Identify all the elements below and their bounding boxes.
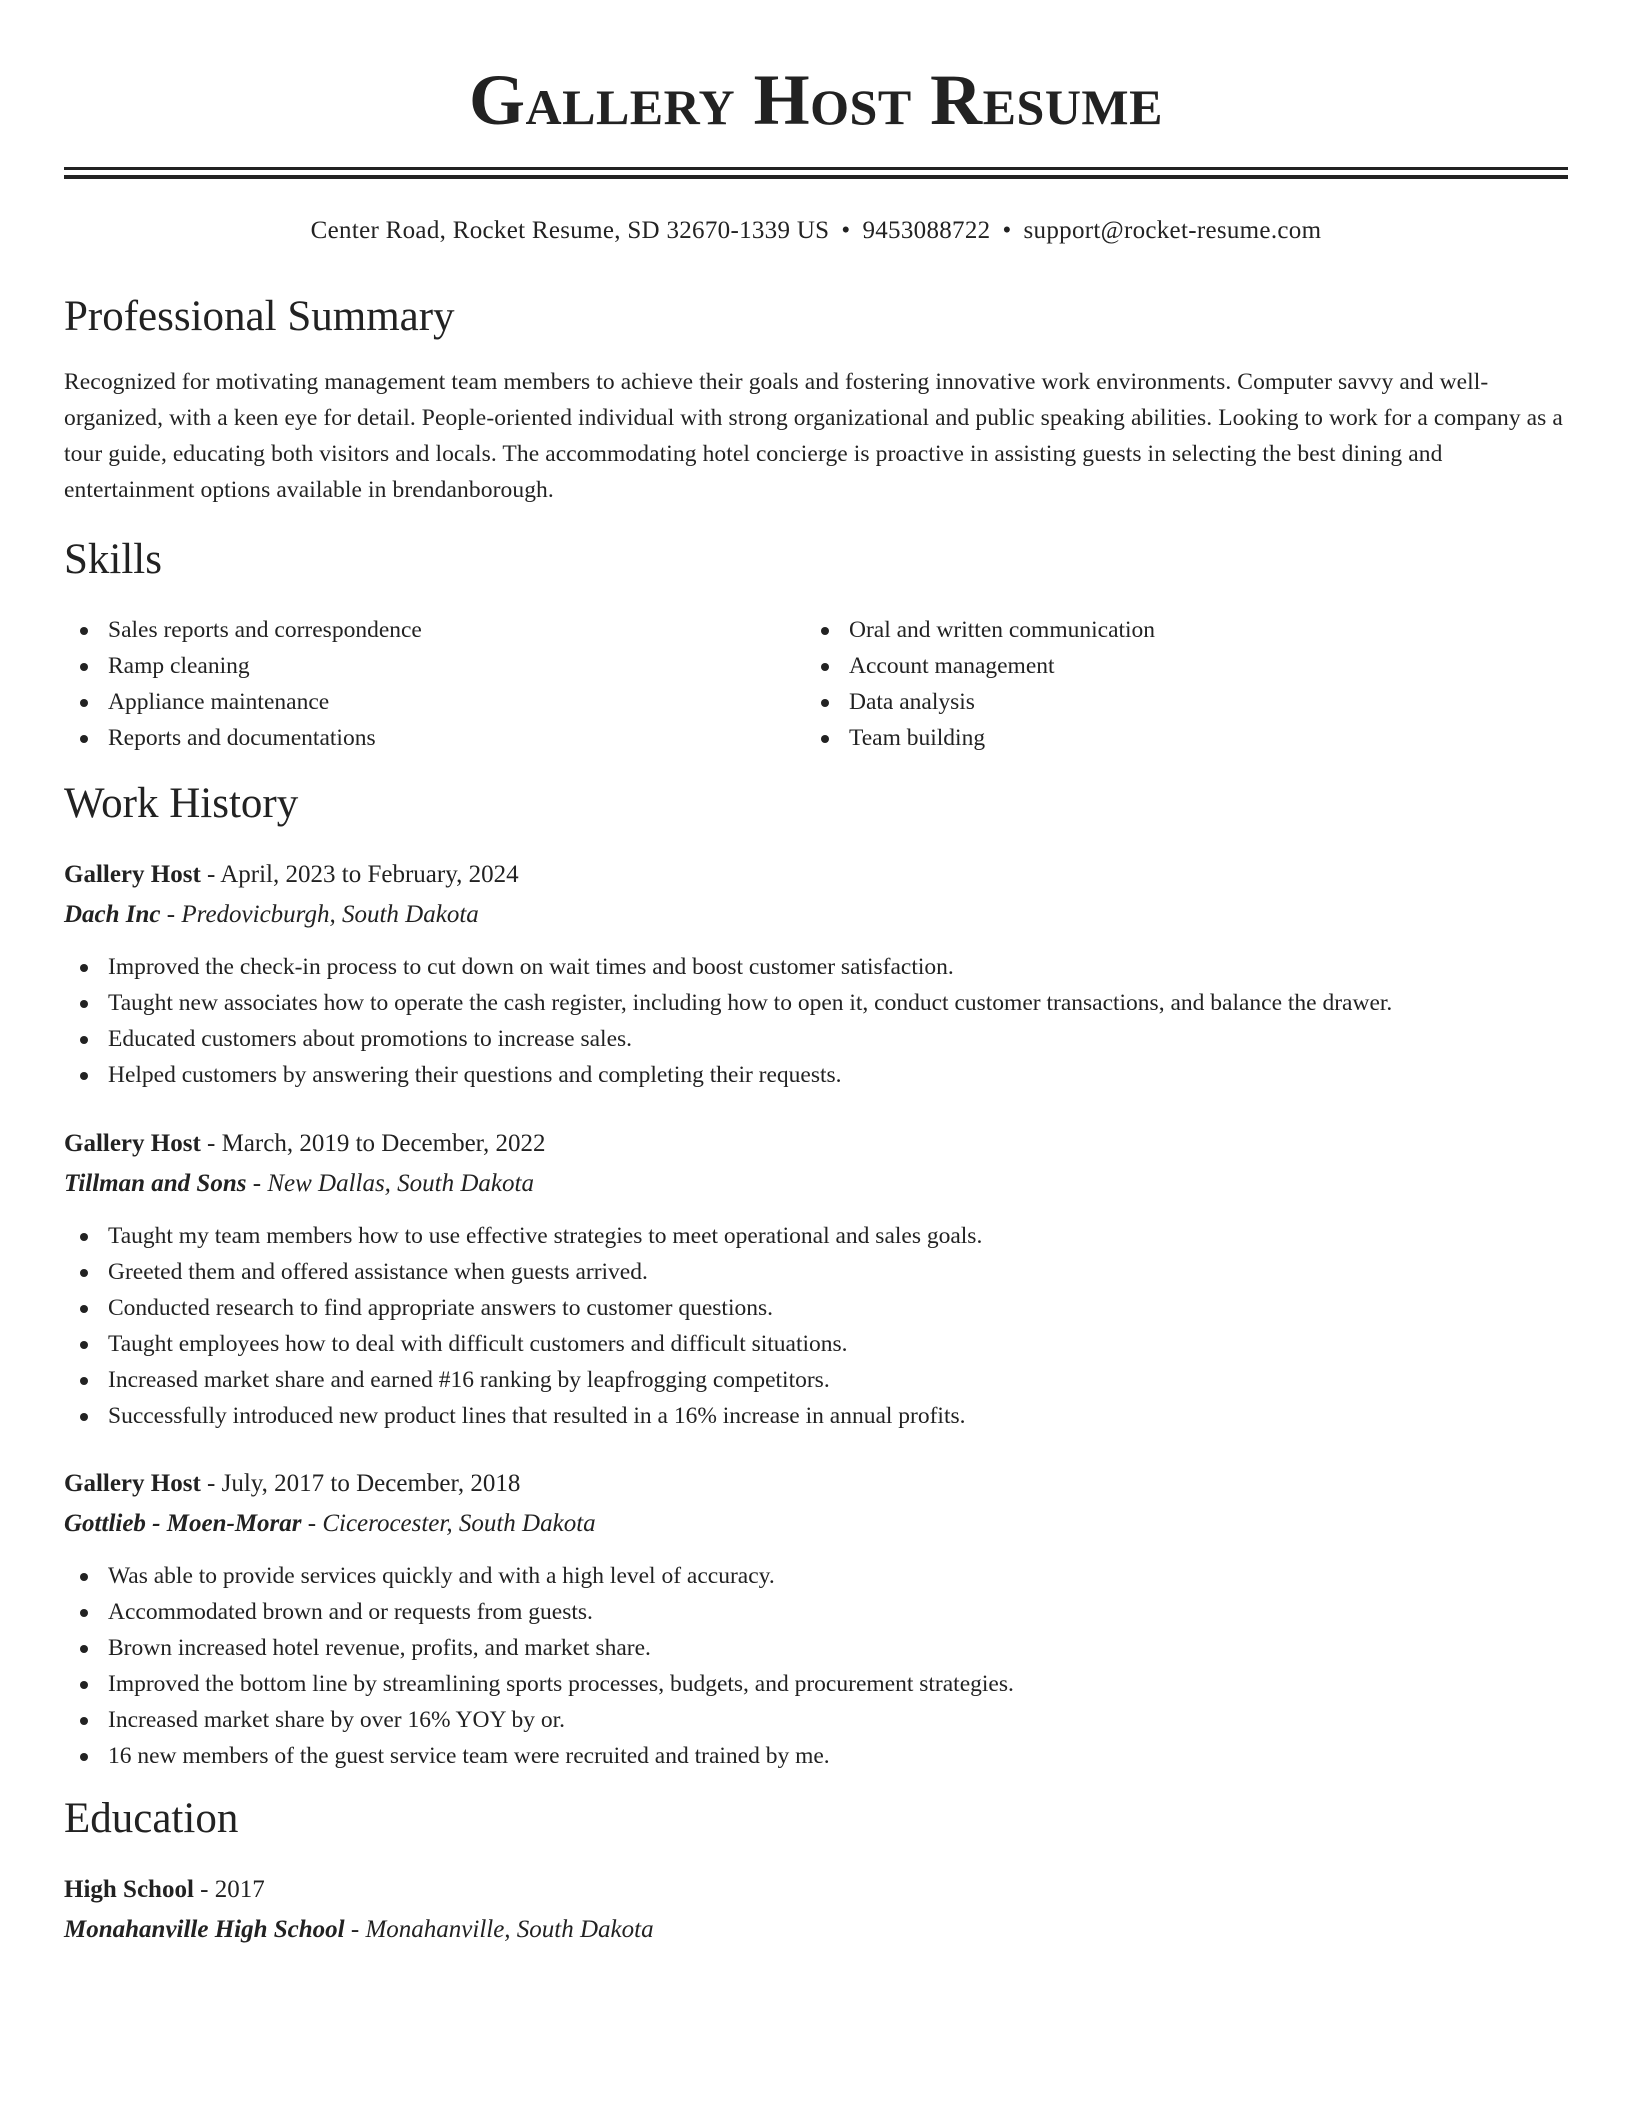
job-title: Gallery Host — [64, 1470, 201, 1497]
job-location: Predovicburgh, South Dakota — [181, 901, 479, 928]
job-bullet: Greeted them and offered assistance when guests arrived. — [64, 1254, 1568, 1290]
job-bullet: Increased market share by over 16% YOY by or. — [64, 1702, 1568, 1738]
resume-page — [64, 0, 1568, 1943]
contact-email: support@rocket-resume.com — [1023, 217, 1322, 244]
job-bullet: Helped customers by answering their questions and completing their requests. — [64, 1057, 1568, 1093]
job-company-line — [64, 1165, 534, 1203]
summary-heading: Professional Summary — [64, 293, 455, 340]
job-bullet: Increased market share and earned #16 ranking by leapfrogging competitors. — [64, 1362, 1568, 1398]
job-location: New Dallas, South Dakota — [267, 1170, 534, 1197]
job-dates: July, 2017 to December, 2018 — [221, 1470, 521, 1497]
job-bullet: Successfully introduced new product lines that resulted in a 16% increase in annual profits. — [64, 1398, 1568, 1434]
job-company-line — [64, 1505, 596, 1543]
dash: - — [200, 861, 221, 888]
dash: - — [200, 1470, 222, 1497]
skill-item: Reports and documentations — [64, 720, 764, 756]
job-location: Cicerocester, South Dakota — [322, 1510, 596, 1537]
work-history-heading: Work History — [64, 780, 299, 827]
job-company-line — [64, 896, 479, 934]
contact-separator: • — [841, 217, 851, 244]
education-degree: High School — [64, 1876, 194, 1903]
contact-phone: 9453088722 — [862, 217, 991, 244]
education-year: 2017 — [214, 1876, 265, 1903]
education-heading: Education — [64, 1795, 239, 1842]
job-bullet: 16 new members of the guest service team were recruited and trained by me. — [64, 1738, 1568, 1774]
dash: - — [160, 901, 182, 928]
job-bullet: Improved the bottom line by streamlining sports processes, budgets, and procurement strategies. — [64, 1666, 1568, 1702]
education-school: Monahanville High School — [64, 1916, 345, 1943]
skills-list-right — [805, 612, 1505, 756]
job-bullet-list — [64, 949, 1568, 1093]
skill-item: Appliance maintenance — [64, 684, 764, 720]
skills-heading: Skills — [64, 536, 162, 583]
skill-item: Team building — [805, 720, 1505, 756]
skills-list-left — [64, 612, 764, 756]
skill-item: Oral and written communication — [805, 612, 1505, 648]
education-degree-line — [64, 1871, 265, 1909]
job-bullet: Was able to provide services quickly and with a high level of accuracy. — [64, 1558, 1568, 1594]
job-company: Dach Inc — [64, 901, 161, 928]
job-title: Gallery Host — [64, 1130, 201, 1157]
job-bullet: Taught my team members how to use effective strategies to meet operational and sales goals. — [64, 1218, 1568, 1254]
job-title: Gallery Host — [64, 861, 201, 888]
job-bullet-list — [64, 1558, 1568, 1774]
summary-text: Recognized for motivating management team members to achieve their goals and fostering innovative work environments. Computer savvy and well-organized, with a keen eye for detail. People-oriented individual with strong organizational and public speaking abilities. Looking to work for a company as a tour guide, educating both visitors and locals. The accommodating hotel concierge is proactive in assisting guests in selecting the best dining and entertainment options available in brendanborough. — [64, 369, 1563, 503]
job-bullet: Taught employees how to deal with difficult customers and difficult situations. — [64, 1326, 1568, 1362]
job-title-line — [64, 1125, 546, 1163]
job-bullet: Conducted research to find appropriate answers to customer questions. — [64, 1290, 1568, 1326]
job-bullet: Brown increased hotel revenue, profits, and market share. — [64, 1630, 1568, 1666]
skill-item: Ramp cleaning — [64, 648, 764, 684]
title-divider-bottom — [64, 175, 1568, 179]
skill-item: Account management — [805, 648, 1505, 684]
title-divider-top — [64, 167, 1568, 170]
resume-title: Gallery Host Resume — [469, 60, 1163, 140]
job-bullet: Improved the check-in process to cut down on wait times and boost customer satisfaction. — [64, 949, 1568, 985]
education-school-line — [64, 1911, 654, 1949]
skill-item: Data analysis — [805, 684, 1505, 720]
contact-line — [64, 212, 1568, 250]
dash: - — [246, 1170, 268, 1197]
job-title-line — [64, 856, 519, 894]
education-location: Monahanville, South Dakota — [365, 1916, 654, 1943]
job-dates: March, 2019 to December, 2022 — [221, 1130, 546, 1157]
dash: - — [200, 1130, 222, 1157]
skill-item: Sales reports and correspondence — [64, 612, 764, 648]
job-bullet: Accommodated brown and or requests from guests. — [64, 1594, 1568, 1630]
dash: - — [344, 1916, 366, 1943]
job-bullet: Educated customers about promotions to increase sales. — [64, 1021, 1568, 1057]
job-bullet-list — [64, 1218, 1568, 1434]
job-bullet: Taught new associates how to operate the cash register, including how to open it, conduct customer transactions, and balance the drawer. — [64, 985, 1568, 1021]
job-company: Tillman and Sons — [64, 1170, 247, 1197]
contact-separator: • — [1002, 217, 1012, 244]
dash: - — [301, 1510, 323, 1537]
contact-address: Center Road, Rocket Resume, SD 32670-1339 US — [310, 217, 830, 244]
dash: - — [193, 1876, 215, 1903]
job-dates: April, 2023 to February, 2024 — [220, 861, 519, 888]
job-title-line — [64, 1465, 520, 1503]
job-company: Gottlieb - Moen-Morar — [64, 1510, 302, 1537]
